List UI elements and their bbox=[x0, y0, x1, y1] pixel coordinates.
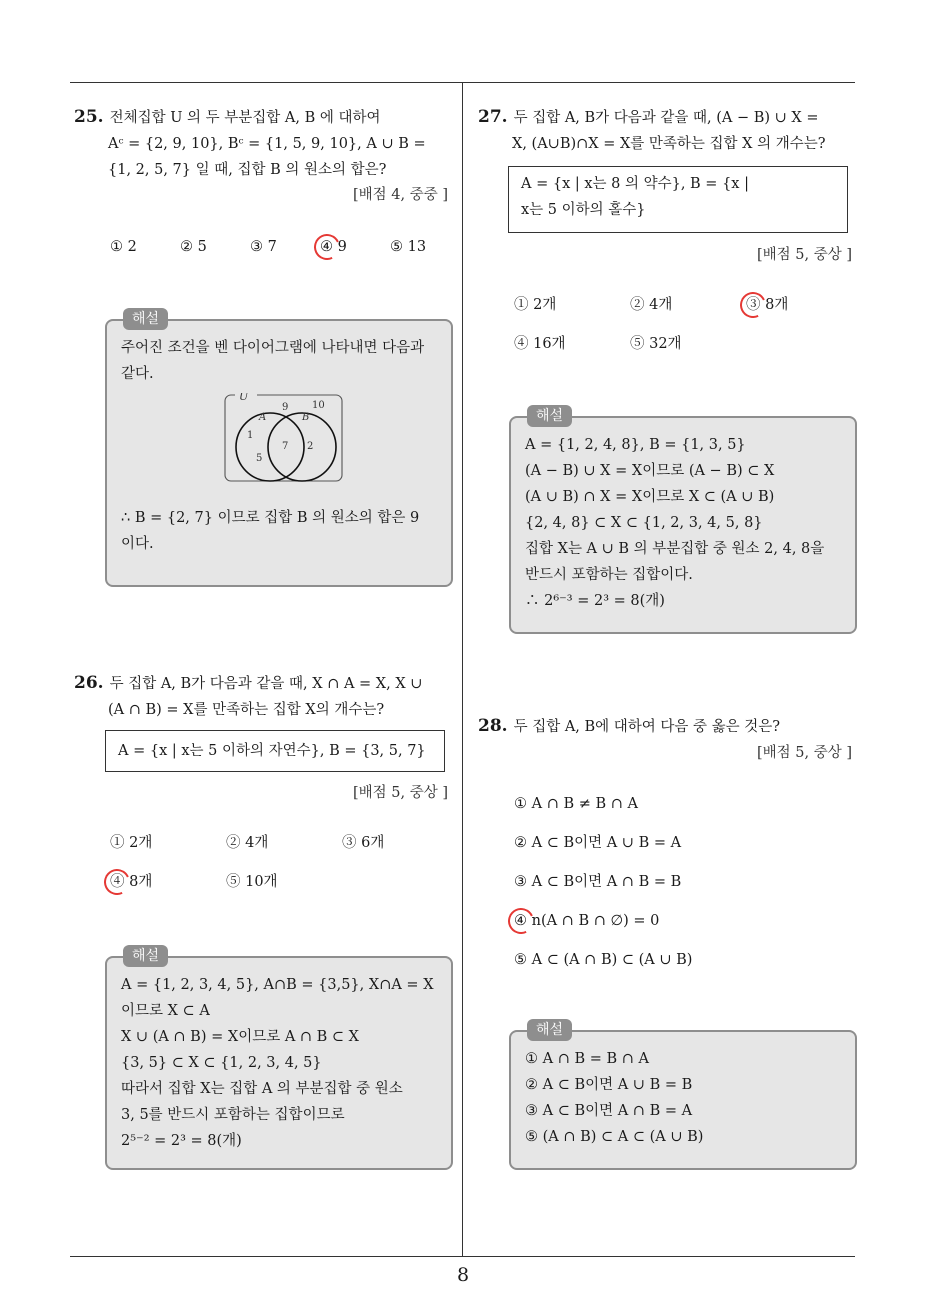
venn-diagram bbox=[223, 393, 345, 485]
set-b-circle bbox=[268, 413, 336, 481]
problem-number: 27. bbox=[478, 107, 508, 127]
question-line: 26. 두 집합 A, B가 다음과 같을 때, X ∩ A = X, X ∪ bbox=[74, 673, 423, 693]
question-line: Aᶜ = {2, 9, 10}, Bᶜ = {1, 5, 9, 10}, A ∪ B = bbox=[108, 136, 426, 152]
question-line: {1, 2, 5, 7} 일 때, 집합 B 의 원소의 합은? bbox=[108, 162, 387, 178]
solution-box-26 bbox=[105, 948, 453, 1170]
choice-3[interactable]: ③ A ⊂ B이면 A ∩ B = B bbox=[514, 874, 682, 890]
question-line: (A ∩ B) = X를 만족하는 집합 X의 개수는? bbox=[108, 702, 385, 718]
choice-2[interactable]: ② A ⊂ B이면 A ∪ B = A bbox=[514, 835, 682, 851]
solution-tag: 해설 bbox=[123, 945, 168, 967]
problem-number: 28. bbox=[478, 716, 508, 736]
choice-4[interactable]: ④ 16개 bbox=[514, 336, 566, 352]
solution-line: (A ∪ B) ∩ X = X이므로 X ⊂ (A ∪ B) bbox=[525, 489, 775, 505]
only-a-element: 1 bbox=[247, 430, 254, 441]
only-a-element: 5 bbox=[256, 453, 263, 464]
solution-line: ⑤ (A ∩ B) ⊂ A ⊂ (A ∪ B) bbox=[525, 1129, 704, 1145]
solution-line: X ∪ (A ∩ B) = X이므로 A ∩ B ⊂ X bbox=[121, 1029, 360, 1045]
choice-4[interactable]: ④ 8개 bbox=[110, 874, 153, 890]
grade-label: [배점 5, 중상 ] bbox=[352, 785, 448, 801]
solution-line: 이므로 X ⊂ A bbox=[121, 1003, 210, 1019]
choice-4[interactable]: ④ 9 bbox=[320, 239, 347, 255]
grade-label: [배점 4, 중중 ] bbox=[352, 187, 448, 203]
choice-5[interactable]: ⑤ 13 bbox=[390, 239, 427, 255]
solution-line: 따라서 집합 X는 집합 A 의 부분집합 중 원소 bbox=[121, 1081, 403, 1097]
only-b-element: 2 bbox=[307, 441, 314, 452]
solution-tag: 해설 bbox=[123, 308, 168, 330]
problem-27 bbox=[478, 104, 860, 157]
given-line: A = {x | x는 8 의 약수}, B = {x | bbox=[521, 176, 749, 192]
solution-line: 반드시 포함하는 집합이다. bbox=[525, 567, 693, 583]
problem-25 bbox=[74, 104, 456, 183]
solution-box-27 bbox=[509, 408, 857, 634]
solution-line: 3, 5를 반드시 포함하는 집합이므로 bbox=[121, 1107, 345, 1123]
solution-box-25 bbox=[105, 311, 453, 587]
choice-5[interactable]: ⑤ 10개 bbox=[226, 874, 278, 890]
choice-3[interactable]: ③ 8개 bbox=[746, 297, 789, 313]
bottom-rule bbox=[70, 1256, 855, 1257]
solution-line: A = {1, 2, 3, 4, 5}, A∩B = {3,5}, X∩A = X bbox=[121, 977, 434, 993]
choice-5[interactable]: ⑤ A ⊂ (A ∩ B) ⊂ (A ∪ B) bbox=[514, 952, 693, 968]
given-box bbox=[508, 166, 848, 233]
solution-line: {2, 4, 8} ⊂ X ⊂ {1, 2, 3, 4, 5, 8} bbox=[525, 515, 763, 531]
choice-2[interactable]: ② 4개 bbox=[630, 297, 673, 313]
column-divider bbox=[462, 82, 463, 1256]
problem-26 bbox=[74, 670, 456, 723]
given-box bbox=[105, 730, 445, 772]
outside-element: 10 bbox=[312, 400, 325, 411]
solution-box-28 bbox=[509, 1022, 857, 1170]
solution-line: 2⁵⁻² = 2³ = 8(개) bbox=[121, 1133, 242, 1149]
set-a-label: A bbox=[259, 412, 267, 423]
problem-28 bbox=[478, 713, 860, 740]
choice-5[interactable]: ⑤ 32개 bbox=[630, 336, 682, 352]
given-line: A = {x | x는 5 이하의 자연수}, B = {3, 5, 7} bbox=[118, 743, 426, 759]
choice-1[interactable]: ① 2 bbox=[110, 239, 137, 255]
choice-1[interactable]: ① A ∩ B ≠ B ∩ A bbox=[514, 796, 638, 812]
solution-line: ① A ∩ B = B ∩ A bbox=[525, 1051, 649, 1067]
question-line: 27. 두 집합 A, B가 다음과 같을 때, (A − B) ∪ X = bbox=[478, 107, 819, 127]
solution-line: ∴ 2⁶⁻³ = 2³ = 8(개) bbox=[525, 593, 665, 609]
solution-line: {3, 5} ⊂ X ⊂ {1, 2, 3, 4, 5} bbox=[121, 1055, 322, 1071]
universe-label: U bbox=[239, 393, 249, 403]
grade-label: [배점 5, 중상 ] bbox=[756, 745, 852, 761]
solution-line: 이다. bbox=[121, 536, 154, 552]
set-a-circle bbox=[236, 413, 304, 481]
solution-line: ② A ⊂ B이면 A ∪ B = B bbox=[525, 1077, 693, 1093]
solution-tag: 해설 bbox=[527, 405, 572, 427]
outside-element: 9 bbox=[282, 402, 289, 413]
question-line: 25. 전체집합 U 의 두 부분집합 A, B 에 대하여 bbox=[74, 107, 381, 127]
problem-number: 25. bbox=[74, 107, 104, 127]
page-number: 8 bbox=[456, 1264, 470, 1286]
choice-3[interactable]: ③ 6개 bbox=[342, 835, 385, 851]
choice-2[interactable]: ② 4개 bbox=[226, 835, 269, 851]
solution-line: 주어진 조건을 벤 다이어그램에 나타내면 다음과 bbox=[121, 340, 425, 356]
both-element: 7 bbox=[282, 441, 289, 452]
given-line: x는 5 이하의 홀수} bbox=[521, 202, 646, 218]
solution-line: 같다. bbox=[121, 366, 154, 382]
choice-4[interactable]: ④ n(A ∩ B ∩ ∅) = 0 bbox=[514, 913, 660, 929]
grade-label: [배점 5, 중상 ] bbox=[756, 247, 852, 263]
choice-3[interactable]: ③ 7 bbox=[250, 239, 277, 255]
problem-number: 26. bbox=[74, 673, 104, 693]
question-line: 28. 두 집합 A, B에 대하여 다음 중 옳은 것은? bbox=[478, 716, 781, 736]
solution-line: (A − B) ∪ X = X이므로 (A − B) ⊂ X bbox=[525, 463, 775, 479]
choice-1[interactable]: ① 2개 bbox=[514, 297, 557, 313]
choice-2[interactable]: ② 5 bbox=[180, 239, 207, 255]
question-line: X, (A∪B)∩X = X를 만족하는 집합 X 의 개수는? bbox=[512, 136, 826, 152]
set-b-label: B bbox=[302, 412, 310, 423]
solution-tag: 해설 bbox=[527, 1019, 572, 1041]
solution-line: ∴ B = {2, 7} 이므로 집합 B 의 원소의 합은 9 bbox=[121, 510, 420, 526]
choice-1[interactable]: ① 2개 bbox=[110, 835, 153, 851]
solution-line: ③ A ⊂ B이면 A ∩ B = A bbox=[525, 1103, 693, 1119]
solution-line: A = {1, 2, 4, 8}, B = {1, 3, 5} bbox=[525, 437, 746, 453]
solution-line: 집합 X는 A ∪ B 의 부분집합 중 원소 2, 4, 8을 bbox=[525, 541, 825, 557]
